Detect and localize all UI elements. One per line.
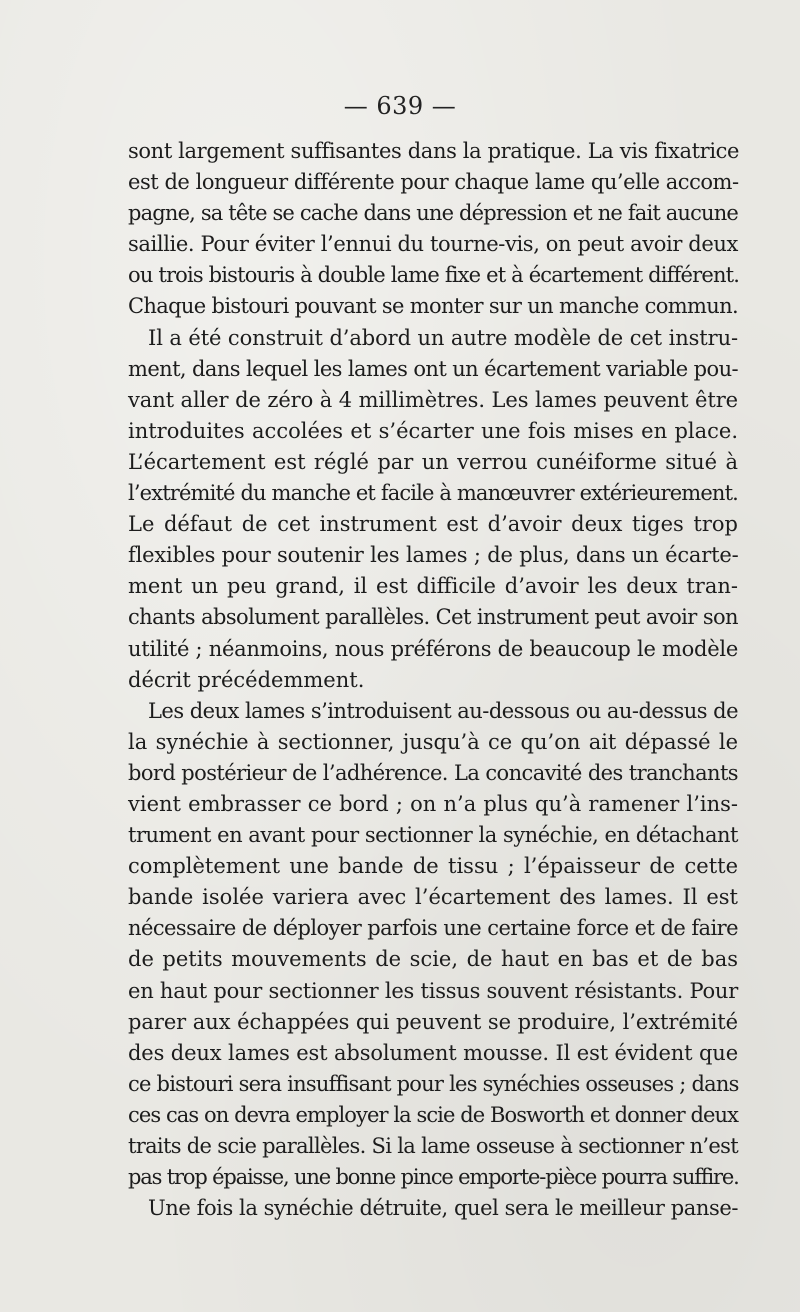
text-line: ce bistouri sera insuffisant pour les synéchies osseuses ; dans <box>128 1071 739 1096</box>
text-line: pas trop épaisse, une bonne pince emporte-pièce pourra suffire. <box>128 1165 739 1190</box>
text-line: de petits mouvements de scie, de haut en bas et de bas <box>128 947 738 972</box>
text-line: flexibles pour soutenir les lames ; de plus, dans un écarte- <box>128 543 739 568</box>
text-line: Une fois la synéchie détruite, quel sera le meilleur panse- <box>148 1196 738 1221</box>
text-line: est de longueur différente pour chaque lame qu’elle accom- <box>128 170 739 195</box>
text-line: l’extrémité du manche et facile à manœuvrer extérieurement. <box>128 481 738 506</box>
text-line: chants absolument parallèles. Cet instrument peut avoir son <box>128 605 738 630</box>
text-line: ment un peu grand, il est difficile d’avoir les deux tran- <box>128 574 738 599</box>
text-line: parer aux échappées qui peuvent se produire, l’extrémité <box>128 1009 738 1034</box>
text-line: L’écartement est réglé par un verrou cunéiforme situé à <box>128 449 738 474</box>
text-line: Le défaut de cet instrument est d’avoir deux tiges trop <box>128 512 738 537</box>
text-line: ces cas on devra employer la scie de Bosworth et donner deux <box>128 1102 738 1127</box>
text-line: bande isolée variera avec l’écartement des lames. Il est <box>128 885 738 910</box>
page-number: — 639 — <box>343 92 457 120</box>
text-line: Il a été construit d’abord un autre modèle de cet instru- <box>148 325 738 350</box>
text-line: nécessaire de déployer parfois une certaine force et de faire <box>128 916 738 941</box>
text-line: vient embrasser ce bord ; on n’a plus qu’à ramener l’ins- <box>128 791 738 816</box>
text-line: la synéchie à sectionner, jusqu’à ce qu’on ait dépassé le <box>128 729 738 754</box>
text-line: ment, dans lequel les lames ont un écartement variable pou- <box>128 356 738 381</box>
text-line: décrit précédemment. <box>128 667 365 692</box>
text-line: des deux lames est absolument mousse. Il est évident que <box>128 1040 738 1065</box>
text-line: utilité ; néanmoins, nous préférons de beaucoup le modèle <box>128 636 738 661</box>
text-line: ou trois bistouris à double lame fixe et à écartement différent. <box>128 263 740 288</box>
text-line: Les deux lames s’introduisent au-dessous ou au-dessus de <box>148 698 738 723</box>
text-line: traits de scie parallèles. Si la lame osseuse à sectionner n’est <box>128 1134 738 1158</box>
text-line: sont largement suffisantes dans la pratique. La vis fixatrice <box>128 139 740 163</box>
body-text <box>128 136 738 1224</box>
text-line: bord postérieur de l’adhérence. La concavité des tranchants <box>128 760 738 785</box>
text-line: vant aller de zéro à 4 millimètres. Les lames peuvent être <box>128 387 738 412</box>
text-line: pagne, sa tête se cache dans une dépression et ne fait aucune <box>128 201 739 226</box>
text-line: introduites accolées et s’écarter une fois mises en place. <box>128 418 738 443</box>
text-line: saillie. Pour éviter l’ennui du tourne-vis, on peut avoir deux <box>128 232 738 257</box>
text-line: complètement une bande de tissu ; l’épaisseur de cette <box>128 854 738 879</box>
text-line: trument en avant pour sectionner la synéchie, en détachant <box>128 823 738 848</box>
text-line: en haut pour sectionner les tissus souvent résistants. Pour <box>128 978 738 1003</box>
text-line: Chaque bistouri pouvant se monter sur un manche commun. <box>128 294 738 319</box>
